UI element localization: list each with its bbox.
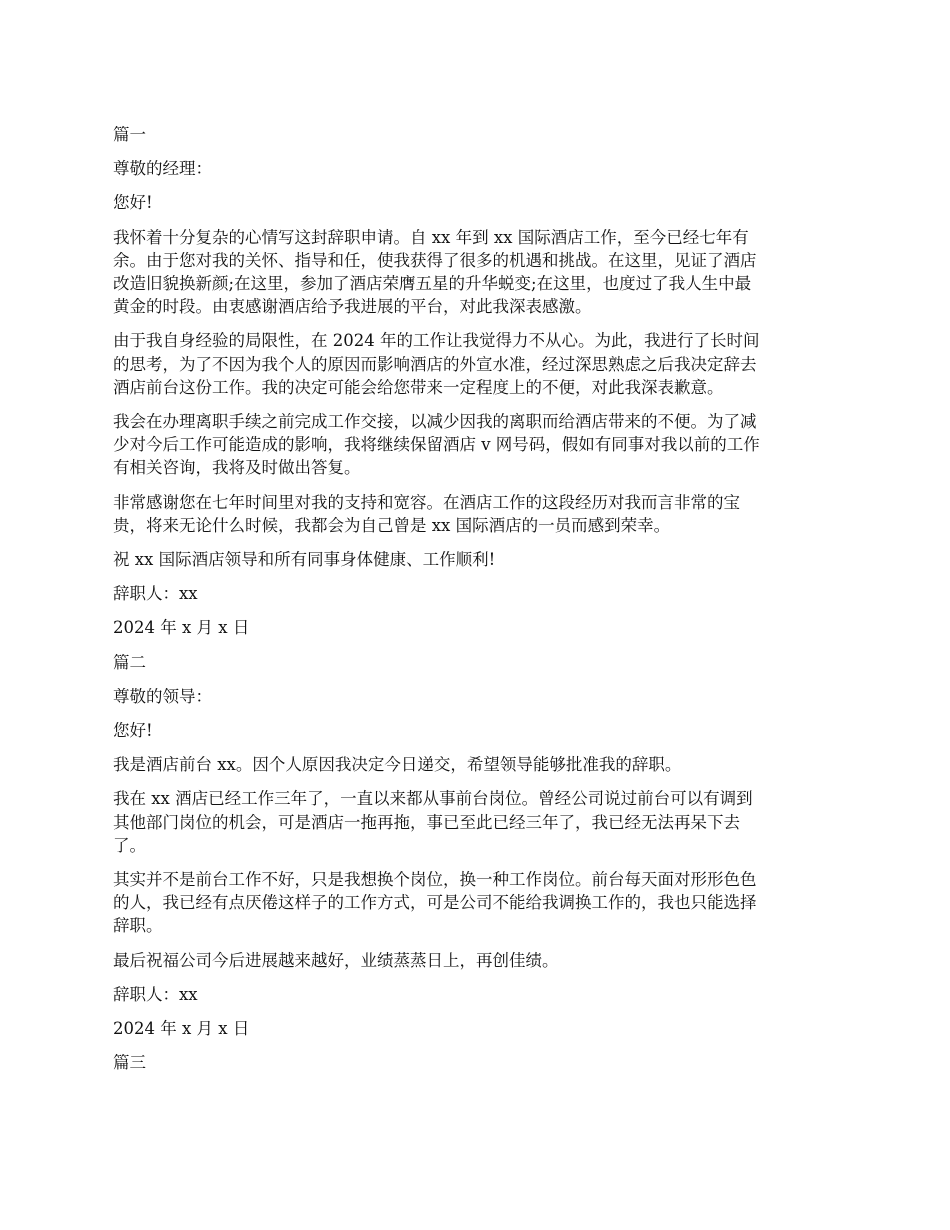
paragraph-1-3: 我会在办理离职手续之前完成工作交接，以减少因我的离职而给酒店带来的不便。为了减 少对今后工作可能造成的影响，我将继续保留酒店 v 网号码，假如有同事对我以前的工作 有相关咨询，我将及时做出答复。 [113,412,760,478]
salutation-1: 尊敬的经理： [113,159,212,179]
date-2: 2024 年 x 月 x 日 [113,1019,250,1039]
section-heading-1: 篇一 [113,125,146,144]
greeting-2: 您好! [113,721,153,741]
closing-1: 祝 xx 国际酒店领导和所有同事身体健康、工作顺利! [113,550,496,570]
paragraph-1-2: 由于我自身经验的局限性，在 2024 年的工作让我觉得力不从心。为此，我进行了长时间 的思考，为了不因为我个人的原因而影响酒店的外宣水准，经过深思熟虑之后我决定辞去 酒店前台这份工作。我的决定可能会给您带来一定程度上的不便，对此我深表歉意。 [113,331,760,397]
signer-1: 辞职人：xx [113,584,198,604]
paragraph-2-3: 其实并不是前台工作不好，只是我想换个岗位，换一种工作岗位。前台每天面对形形色色 的人，我已经有点厌倦这样子的工作方式，可是公司不能给我调换工作的，我也只能选择 辞职。 [113,870,757,936]
greeting-1: 您好! [113,193,153,213]
paragraph-2-2: 我在 xx 酒店已经工作三年了，一直以来都从事前台岗位。曾经公司说过前台可以有调到 其他部门岗位的机会，可是酒店一拖再拖，事已至此已经三年了，我已经无法再呆下去 了。 [113,789,753,855]
section-heading-2: 篇二 [113,652,146,672]
section-heading-3: 篇三 [113,1053,146,1073]
salutation-2: 尊敬的领导： [113,686,212,706]
paragraph-2-1: 我是酒店前台 xx。因个人原因我决定今日递交，希望领导能够批准我的辞职。 [113,755,682,775]
closing-2: 最后祝福公司今后进展越来越好，业绩蒸蒸日上，再创佳绩。 [113,950,559,970]
signer-2: 辞职人：xx [113,984,198,1004]
paragraph-1-4: 非常感谢您在七年时间里对我的支持和宽容。在酒店工作的这段经历对我而言非常的宝 贵，将来无论什么时候，我都会为自己曾是 xx 国际酒店的一员而感到荣幸。 [113,492,740,535]
document-body [113,123,841,1086]
date-1: 2024 年 x 月 x 日 [113,618,250,638]
paragraph-1-1: 我怀着十分复杂的心情写这封辞职申请。自 xx 年到 xx 国际酒店工作，至今已经七年有 余。由于您对我的关怀、指导和任，使我获得了很多的机遇和挑战。在这里，见证了酒店 改造旧貌换新颜;在这里，参加了酒店荣膺五星的升华蜕变;在这里，也度过了我人生中最 黄金的时段。由衷感谢酒店给予我进展的平台，对此我深表感激。 [113,227,757,317]
